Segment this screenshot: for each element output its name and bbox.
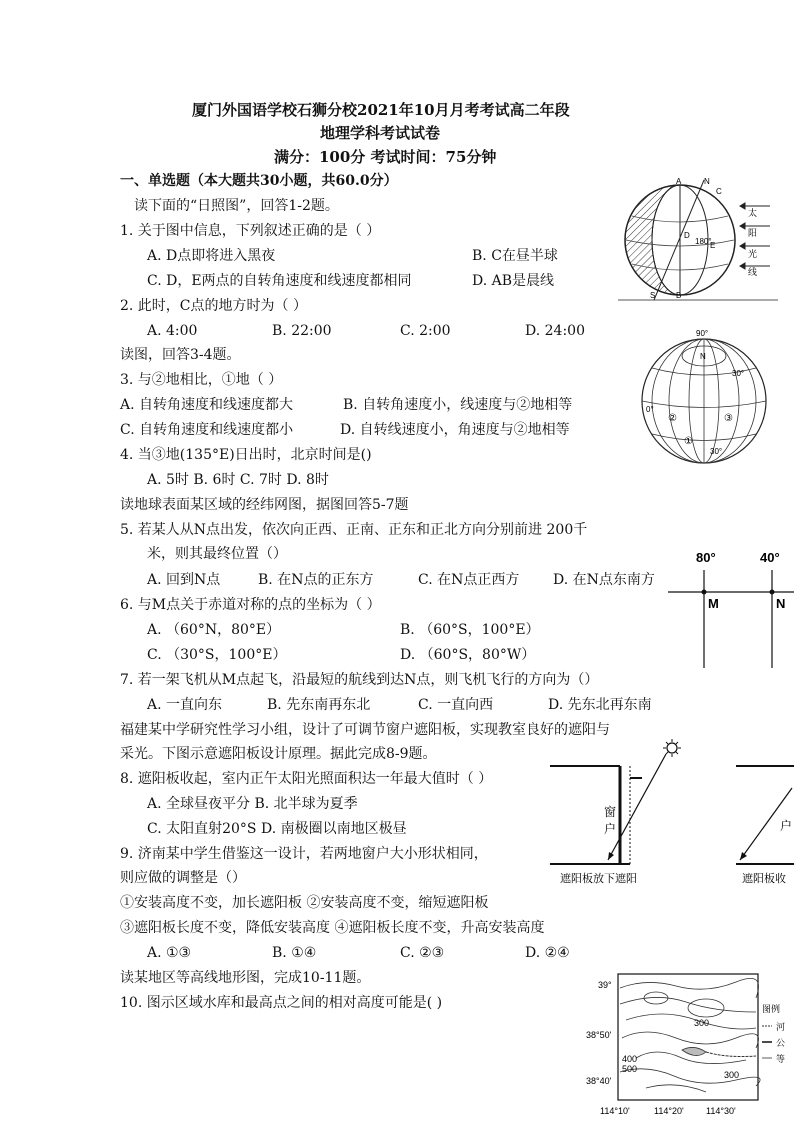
north-pole-label: N — [700, 352, 706, 361]
sunlight-label-2: 阳 — [748, 228, 758, 238]
lat-30s-label: 30° — [710, 447, 723, 456]
legend-river-label: 河 — [776, 1022, 786, 1032]
q5-option-d: D. 在N点东南方 — [553, 572, 655, 588]
question-6: 6. 与M点关于赤道对称的点的坐标为（ ） — [120, 597, 381, 613]
sun-ray-right-arrowhead — [740, 852, 747, 860]
point-1-label: ① — [684, 436, 693, 447]
night-hemisphere — [625, 185, 680, 295]
q9-option-c: C. ②③ — [400, 945, 445, 961]
legend-contour-label: 等 — [776, 1054, 786, 1064]
point-3-label: ③ — [724, 413, 733, 424]
lon-0-label: 0° — [646, 405, 654, 414]
q9-statements-1-2: ①安装高度不变，加长遮阳板 ②安装高度不变，缩短遮阳板 — [120, 895, 489, 911]
point-n — [770, 590, 775, 595]
lat-long-grid-figure — [668, 544, 794, 668]
lon-80-label: 80° — [696, 550, 716, 565]
q3-option-a: A. 自转角速度和线速度都大 — [120, 397, 294, 413]
q6-option-d: D. （60°S，80°W） — [400, 647, 536, 663]
graticule-globe-figure — [634, 326, 776, 468]
angle-label: 180° — [695, 237, 712, 246]
exam-subtitle: 地理学科考试试卷 — [320, 124, 441, 142]
q9-option-d: D. ②④ — [525, 945, 570, 961]
contour-lines — [620, 978, 760, 1092]
q4-options: A. 5时 B. 6时 C. 7时 D. 8时 — [147, 472, 329, 488]
q9-option-a: A. ①③ — [147, 945, 192, 961]
q3-option-c: C. 自转角速度和线速度都小 — [120, 422, 294, 438]
q2-option-d: D. 24:00 — [525, 323, 585, 339]
intro-q8-9-line2: 采光。下图示意遮阳板设计原理。据此完成8-9题。 — [120, 746, 437, 762]
point-c-label: C — [716, 187, 722, 196]
question-1: 1. 关于图中信息，下列叙述正确的是（ ） — [120, 223, 381, 239]
question-5: 5. 若某人从N点出发，依次向正西、正南、正东和正北方向分别前进 200千 — [120, 522, 588, 538]
q5-option-b: B. 在N点的正东方 — [258, 572, 374, 588]
lon-114-10-label: 114°10' — [600, 1106, 630, 1116]
point-d-label: D — [684, 231, 690, 240]
question-9-cont: 则应做的调整是（） — [120, 870, 246, 886]
question-4: 4. 当③地(135°E)日出时，北京时间是() — [120, 447, 372, 463]
question-7: 7. 若一架飞机从M点起飞，沿最短的航线到达N点，则飞机飞行的方向为（） — [120, 672, 599, 688]
intro-q8-9-line1: 福建某中学研究性学习小组，设计了可调节窗户遮阳板，实现教室良好的遮阳与 — [120, 722, 610, 738]
contour-map-figure — [586, 968, 794, 1118]
question-10: 10. 图示区域水库和最高点之间的相对高度可能是( ) — [120, 995, 443, 1011]
point-n-label: N — [776, 596, 786, 611]
intro-q10-11: 读某地区等高线地形图，完成10-11题。 — [120, 970, 371, 986]
legend-road-label: 公 — [776, 1038, 786, 1048]
q7-option-b: B. 先东南再东北 — [267, 697, 371, 713]
exam-score-time: 满分：100分 考试时间：75分钟 — [274, 148, 497, 166]
contour-500-label: 500 — [622, 1064, 638, 1074]
q8-options-cd: C. 太阳直射20°S D. 南极圈以南地区极昼 — [147, 821, 407, 837]
q1-option-c: C. D，E两点的自转角速度和线速度都相同 — [147, 273, 412, 289]
lat-38-50-label: 38°50' — [586, 1030, 612, 1040]
q7-option-a: A. 一直向东 — [147, 697, 223, 713]
q5-option-c: C. 在N点正西方 — [418, 572, 520, 588]
caption-left: 遮阳板放下遮阳 — [560, 873, 637, 885]
lon-114-20-label: 114°20' — [654, 1106, 684, 1116]
window-label-2: 户 — [604, 822, 617, 836]
contour-400-label: 400 — [622, 1054, 638, 1064]
window-label-1: 窗 — [604, 805, 617, 819]
sunlight-label-3: 光 — [748, 249, 758, 259]
q2-option-b: B. 22:00 — [272, 323, 332, 339]
q6-option-c: C. （30°S，100°E） — [147, 647, 287, 663]
contour-300-label-a: 300 — [694, 1018, 710, 1028]
q7-option-d: D. 先东北再东南 — [548, 697, 652, 713]
window-label-right: 户 — [780, 819, 793, 833]
intro-q1-2: 读下面的“日照图”，回答1-2题。 — [134, 198, 339, 214]
q1-option-d: D. AB是晨线 — [472, 273, 555, 289]
point-m-label: M — [708, 596, 719, 611]
question-5-cont: 米，则其最终位置（） — [147, 546, 287, 562]
point-m — [702, 590, 707, 595]
q2-option-c: C. 2:00 — [400, 323, 451, 339]
point-2-label: ② — [668, 413, 677, 424]
reservoir — [682, 1047, 706, 1055]
intro-q3-4: 读图，回答3-4题。 — [120, 347, 241, 363]
q3-option-d: D. 自转线速度小，角速度与②地相等 — [340, 422, 570, 438]
lon-114-30-label: 114°30' — [706, 1106, 736, 1116]
sunlight-label-1: 太 — [748, 208, 758, 218]
caption-right: 遮阳板收 — [742, 873, 786, 885]
lat-39-label: 39° — [598, 980, 612, 990]
sun-ray — [608, 754, 666, 860]
q5-option-a: A. 回到N点 — [147, 572, 221, 588]
q7-option-c: C. 一直向西 — [418, 697, 494, 713]
legend-title: 图例 — [762, 1004, 781, 1014]
q6-option-a: A. （60°N，80°E） — [147, 622, 281, 638]
question-3: 3. 与②地相比，①地（ ） — [120, 372, 283, 388]
contour-300-label-b: 300 — [724, 1070, 740, 1080]
lat-38-40-label: 38°40' — [586, 1076, 612, 1086]
q2-option-a: A. 4:00 — [147, 323, 198, 339]
north-pole-degree: 90° — [696, 329, 709, 338]
question-2: 2. 此时，C点的地方时为（ ） — [120, 298, 307, 314]
q8-options-ab: A. 全球昼夜平分 B. 北半球为夏季 — [147, 796, 358, 812]
point-n-label: N — [704, 177, 710, 186]
exam-title: 厦门外国语学校石狮分校2021年10月月考考试高二年段 — [192, 101, 570, 119]
point-b-label: B — [676, 291, 682, 300]
point-s-label: S — [650, 291, 656, 300]
sun-ray-arrowhead — [608, 852, 614, 860]
question-8: 8. 遮阳板收起，室内正午太阳光照面积达一年最大值时（ ） — [120, 771, 493, 787]
q9-statements-3-4: ③遮阳板长度不变，降低安装高度 ④遮阳板长度不变，升高安装高度 — [120, 920, 545, 936]
point-a-label: A — [676, 177, 682, 186]
lat-30n-label: 30° — [732, 369, 745, 378]
q1-option-a: A. D点即将进入黑夜 — [147, 248, 276, 264]
map-frame — [618, 974, 758, 1100]
question-9: 9. 济南某中学生借鉴这一设计，若两地窗户大小形状相同， — [120, 846, 488, 862]
sunlight-globe-figure — [618, 176, 780, 302]
q3-option-b: B. 自转角速度小，线速度与②地相等 — [343, 397, 573, 413]
intro-q5-7: 读地球表面某区域的经纬网图，据图回答5-7题 — [120, 497, 409, 513]
river — [706, 1052, 756, 1057]
sunshade-diagram-figure — [546, 738, 794, 892]
point-e-label: E — [710, 241, 716, 250]
q9-option-b: B. ①④ — [272, 945, 317, 961]
lon-40-label: 40° — [760, 550, 780, 565]
sunlight-label-4: 线 — [748, 267, 758, 277]
q1-option-b: B. C在昼半球 — [472, 248, 558, 264]
q6-option-b: B. （60°S，100°E） — [400, 622, 540, 638]
section-heading: 一、单选题（本大题共30小题，共60.0分） — [120, 173, 398, 189]
